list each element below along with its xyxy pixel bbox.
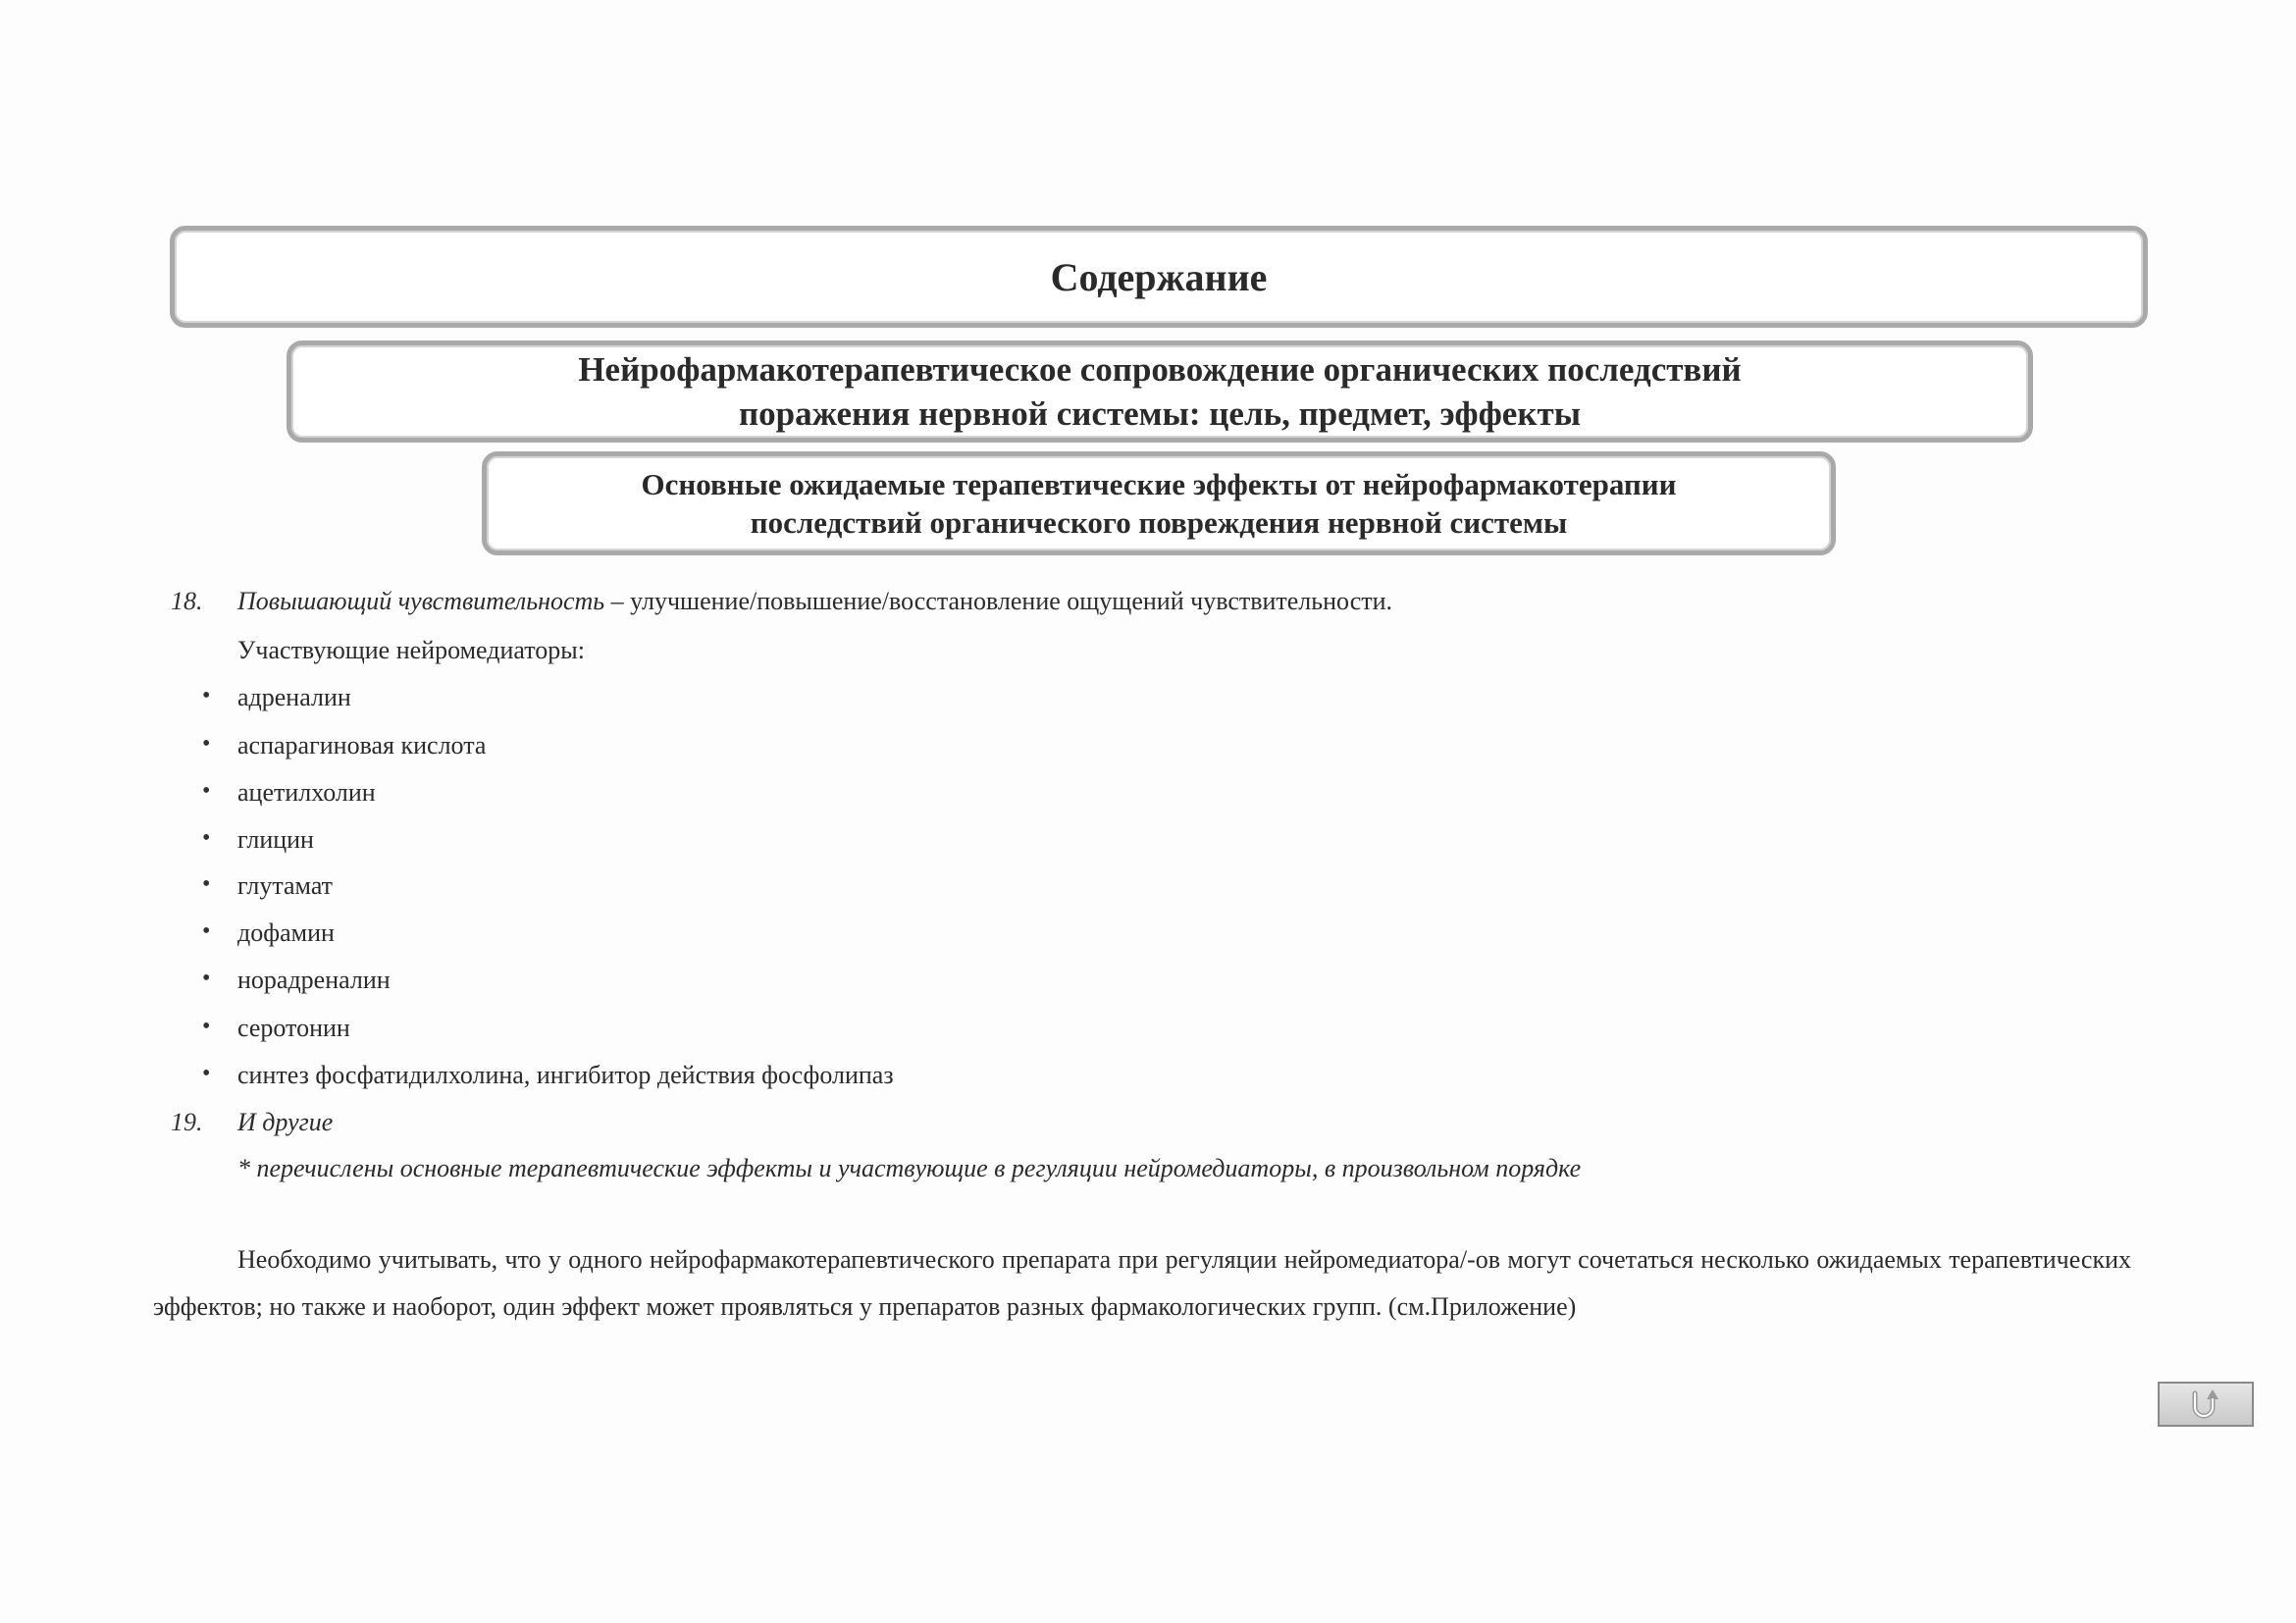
mediators-label: Участвующие нейромедиаторы: — [237, 636, 585, 664]
bullet-icon: • — [202, 871, 211, 897]
item-18-term: Повышающий чувствительность — [237, 587, 605, 615]
item-19-label: И другие — [237, 1108, 334, 1136]
list-item: глутамат — [237, 871, 334, 900]
item-18-line — [237, 587, 1392, 616]
subsection-title-line-1: Основные ожидаемые терапевтические эффекты от нейрофармакотерапии — [641, 467, 1677, 501]
list-item: аспарагиновая кислота — [237, 731, 487, 759]
contents-title: Содержание — [1050, 254, 1268, 299]
bullet-icon: • — [202, 1061, 211, 1086]
item-18-description: улучшение/повышение/восстановление ощущений чувствительности. — [630, 587, 1393, 615]
bullet-icon: • — [202, 731, 211, 757]
bullet-icon: • — [202, 918, 211, 944]
subsection-header[interactable] — [482, 451, 1836, 555]
section-title-line-2: поражения нервной системы: цель, предмет, эффекты — [738, 394, 1582, 433]
return-arrow-icon — [2183, 1386, 2228, 1424]
note-paragraph-text: Необходимо учитывать, что у одного нейрофармакотерапевтического препарата при регуляции нейромедиатора/-ов могут сочетаться несколько ожидаемых терапевтических эффектов; но также и наоборот, один эффект может проявляться у препаратов разных фармакологических групп. (см.Приложение) — [153, 1245, 2131, 1321]
list-item: глицин — [237, 825, 314, 854]
item-18-number: 18. — [171, 587, 203, 615]
item-19-number: 19. — [171, 1108, 203, 1136]
section-title-line-1: Нейрофармакотерапевтическое сопровождение органических последствий — [578, 350, 1742, 389]
contents-header[interactable] — [170, 226, 2148, 328]
subsection-title-line-2: последствий органического повреждения нервной системы — [750, 505, 1568, 540]
list-item: норадреналин — [237, 966, 391, 994]
back-button[interactable] — [2158, 1382, 2254, 1427]
footnote: * перечислены основные терапевтические эффекты и участвующие в регуляции нейромедиаторы, в произвольном порядке — [237, 1154, 1582, 1182]
item-18-dash: – — [604, 587, 631, 615]
bullet-icon: • — [202, 825, 211, 851]
bullet-icon: • — [202, 683, 211, 708]
list-item: ацетилхолин — [237, 778, 376, 807]
section-header[interactable] — [287, 340, 2033, 443]
note-paragraph — [153, 1236, 2131, 1331]
list-item: дофамин — [237, 918, 335, 947]
list-item: адреналин — [237, 683, 351, 711]
list-item: серотонин — [237, 1014, 350, 1042]
bullet-icon: • — [202, 966, 211, 991]
list-item: синтез фосфатидилхолина, ингибитор действия фосфолипаз — [237, 1061, 894, 1089]
bullet-icon: • — [202, 1014, 211, 1039]
bullet-icon: • — [202, 778, 211, 804]
